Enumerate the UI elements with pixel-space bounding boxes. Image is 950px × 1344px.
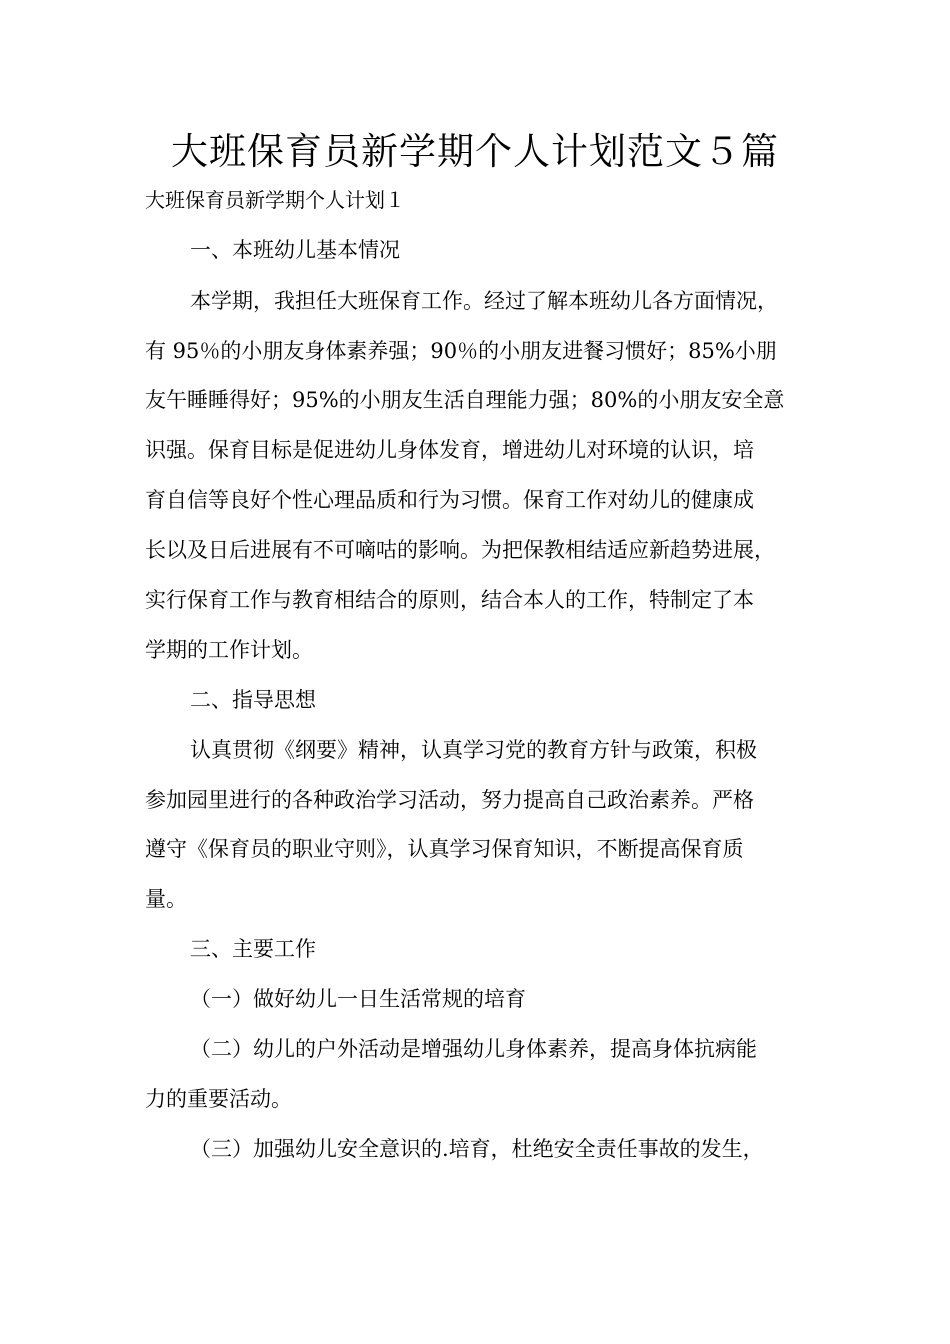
list-item: （二）幼儿的户外活动是增强幼儿身体素养，提高身体抗病能	[190, 1037, 757, 1061]
paragraph-line: 识强。保育目标是促进幼儿身体发育，增进幼儿对环境的认识，培	[145, 438, 754, 462]
paragraph-line: 育自信等良好个性心理品质和行为习惯。保育工作对幼儿的健康成	[145, 488, 754, 512]
section-heading-2: 二、指导思想	[190, 688, 316, 712]
paragraph-line: 友午睡睡得好；95%的小朋友生活自理能力强；80%的小朋友安全意	[145, 388, 785, 412]
paragraph-line: 遵守《保育员的职业守则》，认真学习保育知识，不断提高保育质	[145, 837, 744, 861]
paragraph-line: 认真贯彻《纲要》精神，认真学习党的教育方针与政策，积极	[190, 738, 757, 762]
document-title: 大班保育员新学期个人计划范文５篇	[171, 130, 779, 173]
paragraph-line: 长以及日后进展有不可嘀咕的影响。为把保教相结适应新趋势进展，	[145, 538, 775, 562]
paragraph-line: 力的重要活动。	[145, 1087, 292, 1111]
paragraph-line: 学期的工作计划。	[145, 638, 313, 662]
list-item: （一）做好幼儿一日生活常规的培育	[190, 987, 526, 1011]
section-heading-1: 一、本班幼儿基本情况	[190, 238, 400, 262]
paragraph-line: 有 95％的小朋友身体素养强；90％的小朋友进餐习惯好；85%小朋	[145, 339, 777, 363]
paragraph-line: 量。	[145, 887, 187, 911]
section-heading-3: 三、主要工作	[190, 937, 316, 961]
paragraph-line: 实行保育工作与教育相结合的原则，结合本人的工作，特制定了本	[145, 588, 754, 612]
paragraph-line: 参加园里进行的各种政治学习活动，努力提高自己政治素养。严格	[145, 788, 754, 812]
document-subtitle: 大班保育员新学期个人计划１	[145, 188, 405, 212]
list-item: （三）加强幼儿安全意识的.培育，杜绝安全责任事故的发生，	[190, 1137, 764, 1161]
paragraph-line: 本学期，我担任大班保育工作。经过了解本班幼儿各方面情况，	[190, 289, 778, 313]
